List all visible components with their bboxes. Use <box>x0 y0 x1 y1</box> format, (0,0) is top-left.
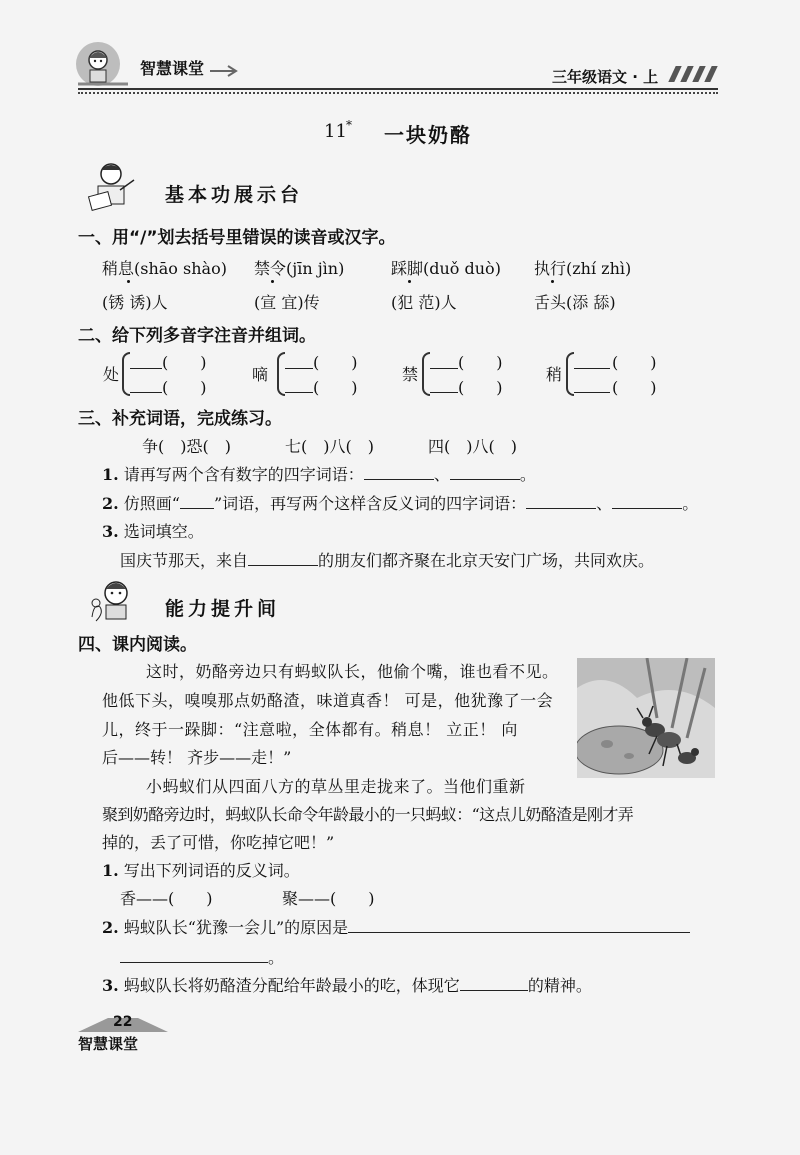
idiom-fill: 争( )恐( ) <box>142 437 231 456</box>
sep: 、 <box>596 494 613 513</box>
sub-number: 2. <box>102 494 119 513</box>
idiom-fill: 四( )八( ) <box>428 437 517 456</box>
q3-sub2 <box>102 491 698 514</box>
arrow-icon <box>210 62 240 74</box>
end: 。 <box>268 948 285 967</box>
page-number: 22 <box>113 1014 133 1030</box>
sub-text: ”词语，再写两个这样含反义词的四字词语： <box>213 494 527 513</box>
passage-line: 聚到奶酪旁边时，蚂蚁队长命令年龄最小的一只蚂蚁：“这点儿奶酪渣是刚才弄 <box>102 805 634 824</box>
footer-brand: 智慧课堂 <box>78 1035 139 1053</box>
q3-sub3 <box>102 519 204 542</box>
q1-item: (锈 诱)人 <box>102 293 168 312</box>
q1-item: (宣 宜)传 <box>254 293 320 312</box>
q1-title: 一、用“/”划去括号里错误的读音或汉字。 <box>78 228 396 248</box>
polyphone-char: 嘀 <box>252 365 269 384</box>
q4-sub3 <box>102 973 592 996</box>
sub-number: 3. <box>102 976 119 995</box>
lesson-star: * <box>346 118 352 132</box>
pinyin-paren: ( ) <box>162 378 207 397</box>
q1-item: 稍息(shāo shào) <box>102 259 227 278</box>
passage-line: 小蚂蚁们从四面八方的草丛里走拢来了。当他们重新 <box>146 777 526 796</box>
idiom-fill: 七( )八( ) <box>285 437 374 456</box>
sub-text: 仿照画“ <box>123 494 180 513</box>
sub-text: 蚂蚁队长“犹豫一会儿”的原因是 <box>123 918 349 937</box>
ants-cheese-illustration-icon <box>577 658 715 778</box>
q3-fill-sentence <box>120 548 654 571</box>
antonym-item: 香——( ) <box>120 889 213 908</box>
sub-number: 2. <box>102 918 119 937</box>
q3-sub1 <box>102 462 536 485</box>
header-logo-icon <box>68 40 138 88</box>
end: 。 <box>519 465 536 484</box>
brace <box>566 352 574 396</box>
q1-item: 踩脚(duǒ duò) <box>391 259 501 278</box>
answer-blank[interactable] <box>526 492 596 509</box>
header-rule <box>78 88 718 90</box>
sub-text: 的精神。 <box>527 976 592 995</box>
header-grade: 三年级语文 · 上 <box>552 68 659 86</box>
sep: 、 <box>433 465 450 484</box>
answer-blank[interactable] <box>364 463 434 480</box>
pinyin-paren: ( ) <box>612 378 657 397</box>
fill-text: 的朋友们都齐聚在北京天安门广场，共同欢庆。 <box>318 551 655 570</box>
pinyin-paren: ( ) <box>313 378 358 397</box>
pinyin-blank[interactable] <box>130 368 162 369</box>
passage-line: 掉的，丢了可惜，你吃掉它吧！” <box>102 833 335 852</box>
emphasis-dot <box>127 280 130 283</box>
lesson-title: 一块奶酪 <box>384 123 472 147</box>
answer-blank[interactable] <box>248 549 318 566</box>
header-dotted-rule <box>78 92 718 94</box>
passage-line: 这时，奶酪旁边只有蚂蚁队长，他偷个嘴，谁也看不见。 <box>146 662 559 681</box>
q1-item: 执行(zhí zhì) <box>534 259 632 278</box>
polyphone-char: 稍 <box>546 365 563 384</box>
passage-line: 儿，终于一跺脚：“注意啦，全体都有。稍息！ 立正！ 向 <box>102 720 518 739</box>
polyphone-char: 处 <box>103 365 120 384</box>
antonym-item: 聚——( ) <box>282 889 375 908</box>
answer-blank[interactable] <box>348 916 690 933</box>
pinyin-blank[interactable] <box>285 368 313 369</box>
header-decor-slash <box>704 66 717 82</box>
answer-blank[interactable] <box>450 463 520 480</box>
sub-number: 1. <box>102 861 119 880</box>
sub-text: 请再写两个含有数字的四字词语： <box>123 465 364 484</box>
q1-item: (犯 范)人 <box>391 293 457 312</box>
brace <box>277 352 285 396</box>
passage-line: 他低下头，嗅嗅那点奶酪渣，味道真香！ 可是，他犹豫了一会 <box>102 691 554 710</box>
header-decor-slash <box>680 66 693 82</box>
pinyin-blank[interactable] <box>574 368 610 369</box>
answer-blank[interactable] <box>180 492 214 509</box>
q4-sub1 <box>102 858 300 881</box>
section-advanced-title: 能力提升间 <box>165 598 281 620</box>
sub-number: 3. <box>102 522 119 541</box>
emphasis-dot <box>551 280 554 283</box>
passage-line: 后——转！ 齐步——走！” <box>102 748 292 767</box>
header-decor-slash <box>692 66 705 82</box>
sub-text: 蚂蚁队长将奶酪渣分配给年龄最小的吃，体现它 <box>123 976 460 995</box>
emphasis-dot <box>408 280 411 283</box>
pinyin-blank[interactable] <box>285 392 313 393</box>
q1-item: 禁令(jīn jìn) <box>254 259 345 278</box>
pinyin-blank[interactable] <box>574 392 610 393</box>
brace <box>122 352 130 396</box>
pinyin-paren: ( ) <box>458 353 503 372</box>
answer-blank[interactable] <box>120 946 268 963</box>
end: 。 <box>682 494 699 513</box>
pinyin-paren: ( ) <box>313 353 358 372</box>
q2-title: 二、给下列多音字注音并组词。 <box>78 326 316 346</box>
sub-number: 1. <box>102 465 119 484</box>
pinyin-blank[interactable] <box>430 368 458 369</box>
pinyin-paren: ( ) <box>458 378 503 397</box>
q4-sub2-cont <box>120 945 284 968</box>
q1-item: 舌头(添 舔) <box>534 293 616 312</box>
emphasis-dot <box>271 280 274 283</box>
sub-text: 选词填空。 <box>123 522 204 541</box>
fill-text: 国庆节那天，来自 <box>120 551 249 570</box>
polyphone-char: 禁 <box>402 365 419 384</box>
lesson-number: 11 <box>324 121 347 142</box>
section-basic-title: 基本功展示台 <box>165 184 304 206</box>
q3-title: 三、补充词语，完成练习。 <box>78 409 282 429</box>
header-decor-slash <box>668 66 681 82</box>
student-thinking-icon <box>84 577 138 625</box>
pinyin-paren: ( ) <box>612 353 657 372</box>
pinyin-blank[interactable] <box>430 392 458 393</box>
header-brand: 智慧课堂 <box>140 59 205 78</box>
pinyin-blank[interactable] <box>130 392 162 393</box>
student-reading-icon <box>84 160 138 212</box>
q4-title: 四、课内阅读。 <box>78 635 197 655</box>
brace <box>422 352 430 396</box>
sub-text: 写出下列词语的反义词。 <box>123 861 300 880</box>
answer-blank[interactable] <box>460 974 528 991</box>
answer-blank[interactable] <box>612 492 682 509</box>
pinyin-paren: ( ) <box>162 353 207 372</box>
q4-sub2 <box>102 915 690 938</box>
